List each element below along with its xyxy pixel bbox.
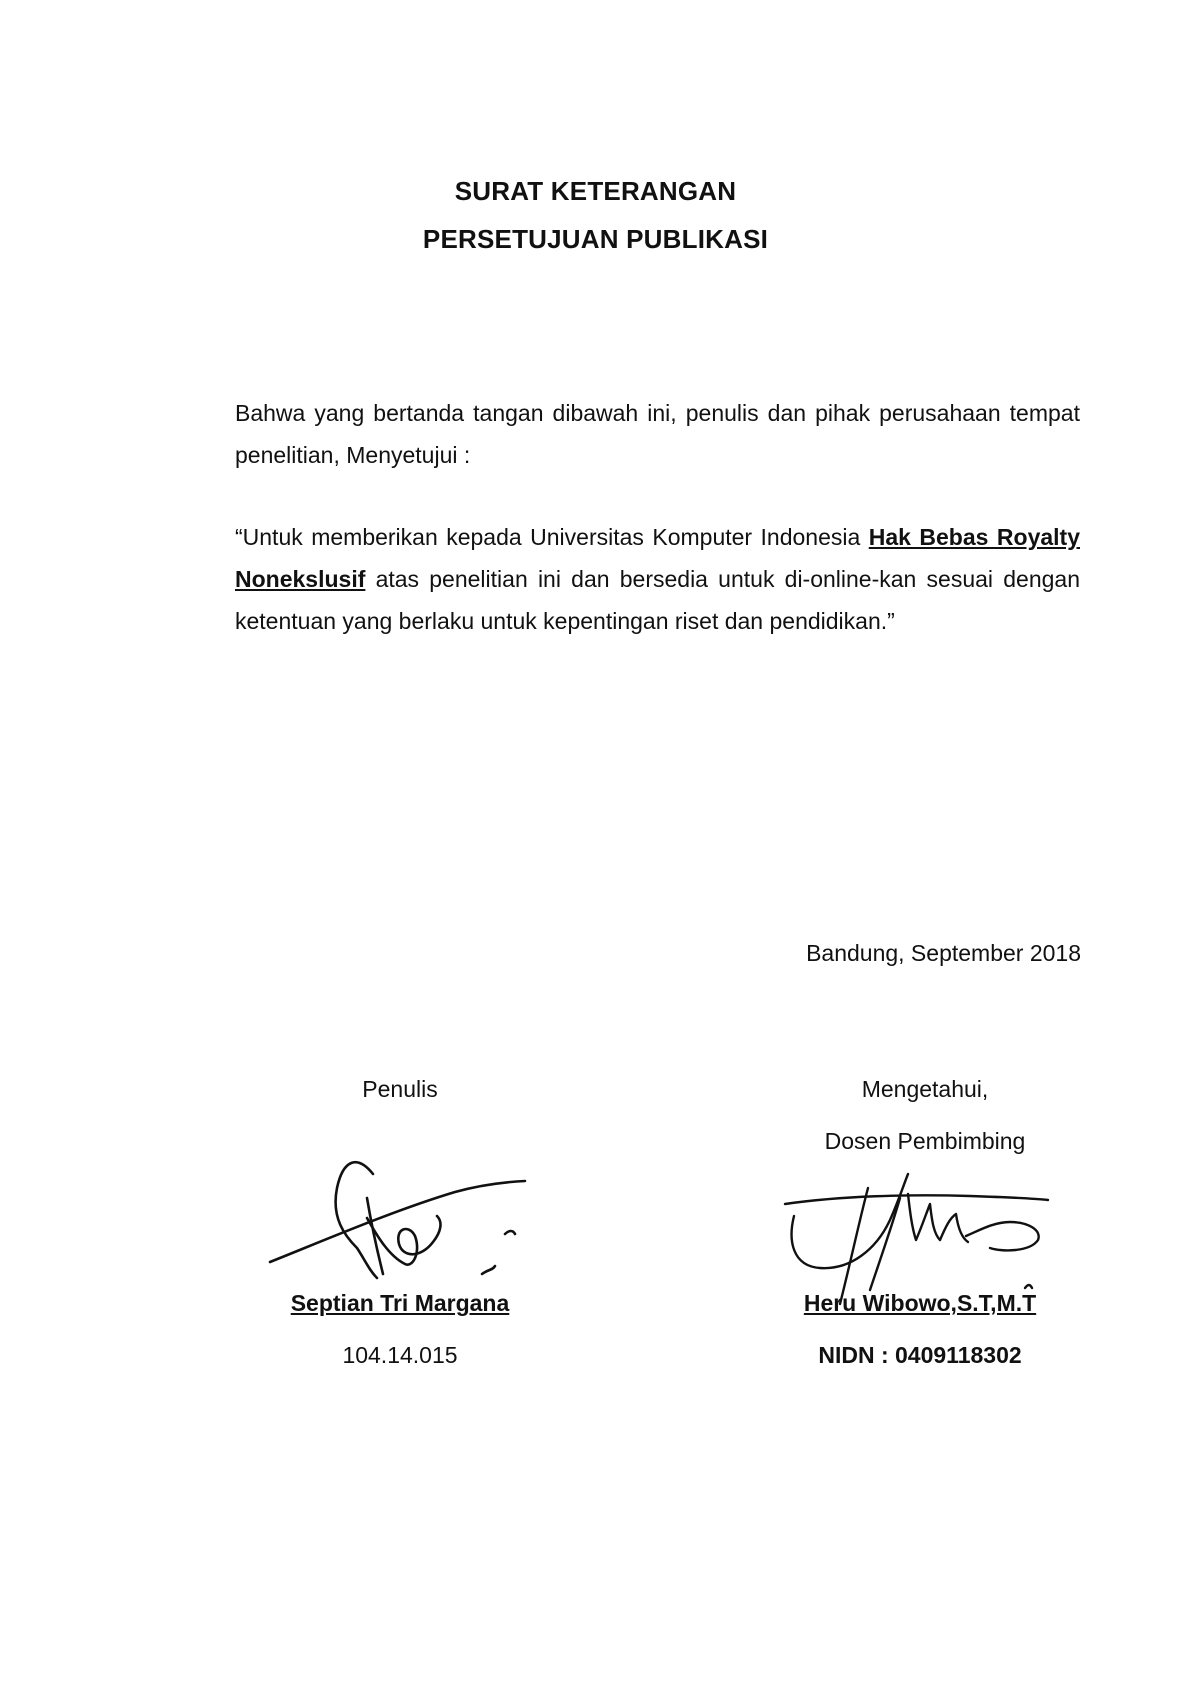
statement-paragraph	[235, 516, 1080, 642]
statement-prefix: “Untuk memberikan kepada Universitas Komputer Indonesia	[235, 524, 869, 550]
author-student-id: 104.14.015	[342, 1342, 458, 1368]
statement-term-nonexclusive: Nonekslusif	[235, 566, 366, 592]
place-date: Bandung, September 2018	[806, 940, 1081, 966]
document-subtitle: PERSETUJUAN PUBLIKASI	[422, 224, 769, 254]
intro-paragraph: Bahwa yang bertanda tangan dibawah ini, penulis dan pihak perusahaan tempat penelitian, Menyetujui :	[235, 400, 1080, 468]
document-title: SURAT KETERANGAN	[454, 176, 737, 206]
supervisor-acknowledge-label: Mengetahui,	[861, 1076, 989, 1102]
author-name: Septian Tri Margana	[290, 1290, 510, 1316]
author-signature	[265, 1140, 540, 1280]
statement-term-royalty: Hak Bebas Royalty	[868, 524, 1080, 550]
statement-suffix: atas penelitian ini dan bersedia untuk di-online-kan sesuai dengan ketentuan yang berlaku untuk kepentingan riset dan pendidikan.”	[235, 566, 1080, 634]
supervisor-signature	[780, 1170, 1060, 1310]
supervisor-name: Heru Wibowo,S.T,M.T	[803, 1290, 1037, 1316]
supervisor-role-label: Dosen Pembimbing	[824, 1128, 1026, 1154]
supervisor-nidn: NIDN : 0409118302	[818, 1342, 1022, 1368]
author-role-label: Penulis	[362, 1076, 438, 1102]
